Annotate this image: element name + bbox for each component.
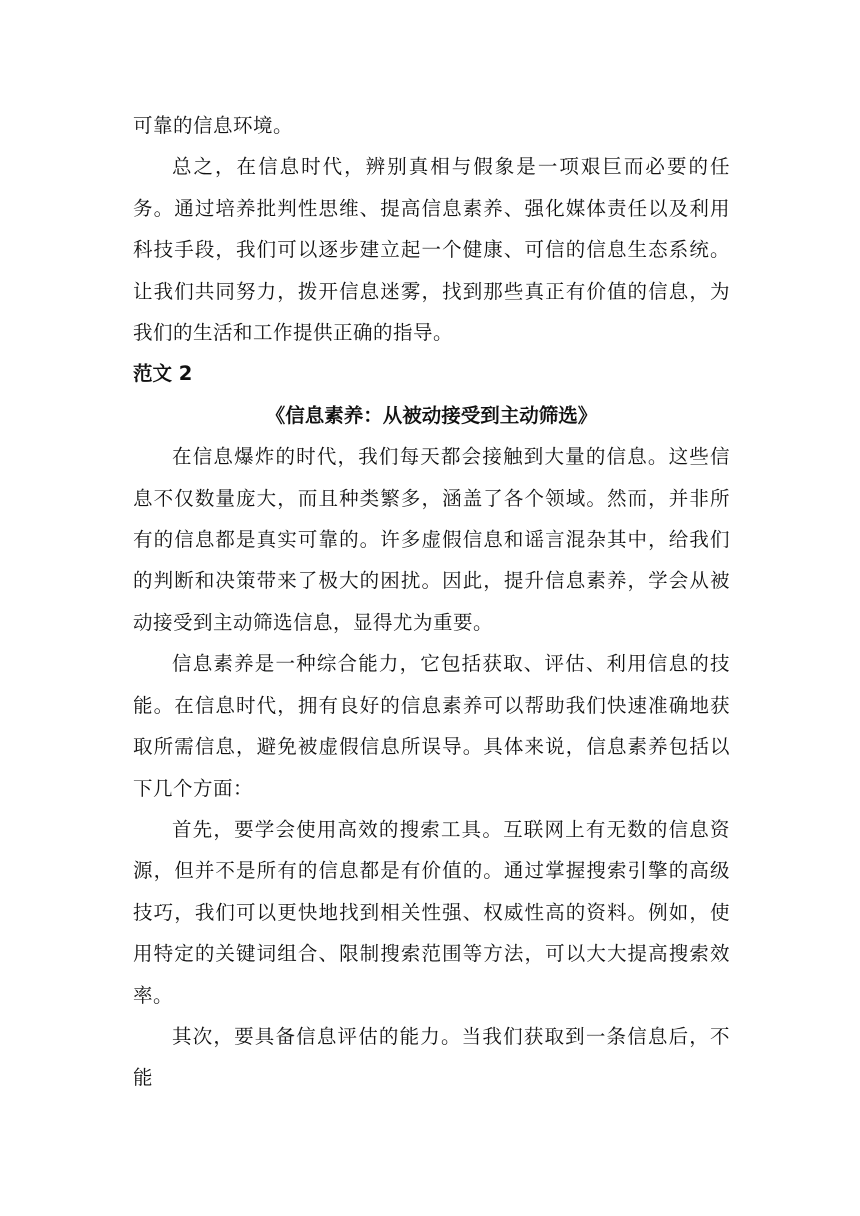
paragraph-first-point: 首先，要学会使用高效的搜索工具。互联网上有无数的信息资源，但并不是所有的信息都是有价值的。通过掌握搜索引擎的高级技巧，我们可以更快地找到相关性强、权威性高的资料。例如，使用特定的关键词组合、限制搜索范围等方法，可以大大提高搜索效率。 [133,817,730,1007]
paragraph-intro: 在信息爆炸的时代，我们每天都会接触到大量的信息。这些信息不仅数量庞大，而且种类繁多，涵盖了各个领域。然而，并非所有的信息都是真实可靠的。许多虚假信息和谣言混杂其中，给我们的判断和决策带来了极大的困扰。因此，提升信息素养，学会从被动接受到主动筛选信息，显得尤为重要。 [133,445,730,634]
paragraph-second-point: 其次，要具备信息评估的能力。当我们获取到一条信息后，不能 [133,1024,730,1090]
document-page [133,105,730,1099]
paragraph-conclusion: 总之，在信息时代，辨别真相与假象是一项艰巨而必要的任务。通过培养批判性思维、提高信息素养、强化媒体责任以及利用科技手段，我们可以逐步建立起一个健康、可信的信息生态系统。让我们共同努力，拨开信息迷雾，找到那些真正有价值的信息，为我们的生活和工作提供正确的指导。 [133,155,730,345]
paragraph-definition: 信息素养是一种综合能力，它包括获取、评估、利用信息的技能。在信息时代，拥有良好的信息素养可以帮助我们快速准确地获取所需信息，避免被虚假信息所误导。具体来说，信息素养包括以下几个方面： [133,652,730,800]
paragraph-continuation: 可靠的信息环境。 [133,114,294,137]
essay-title: 《信息素养：从被动接受到主动筛选》 [265,403,598,427]
section-heading: 范文 2 [133,362,193,386]
